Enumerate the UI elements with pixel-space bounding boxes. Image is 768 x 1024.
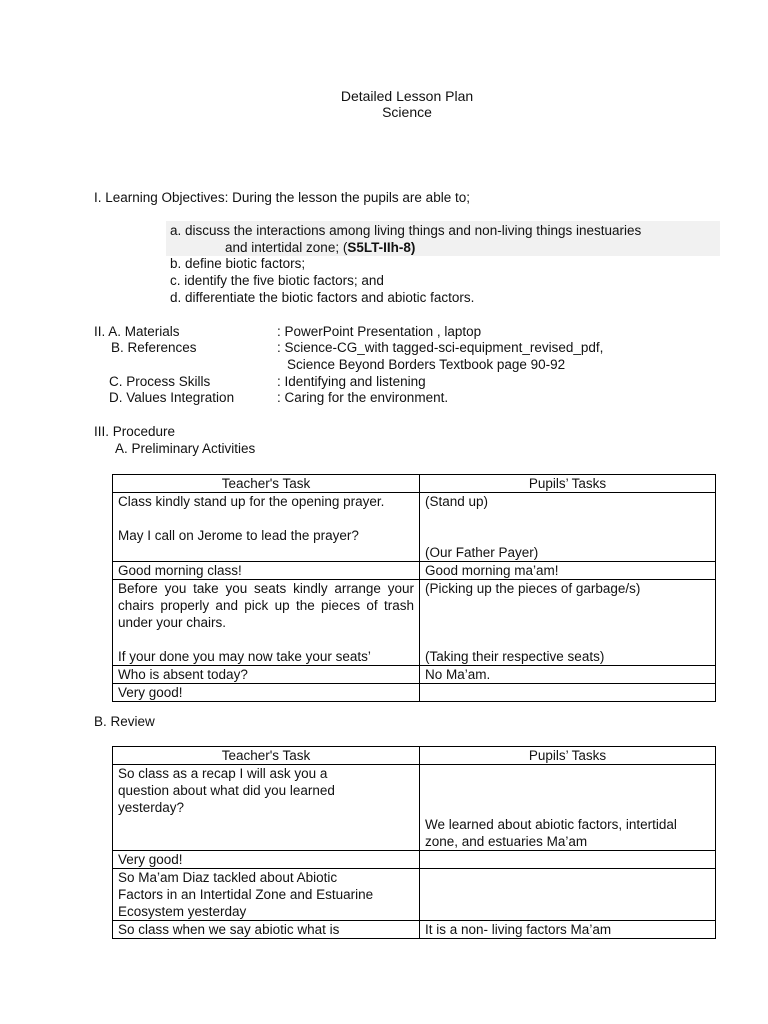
teacher-text: So class as a recap I will ask you a question about what did you learned yesterday? bbox=[118, 766, 335, 815]
pupil-cell bbox=[420, 869, 716, 921]
teacher-cell: Good morning class! bbox=[113, 562, 420, 580]
objective-b: b. define biotic factors; bbox=[170, 256, 306, 271]
pupil-text: (Stand up) bbox=[425, 494, 489, 509]
preliminary-activities-table bbox=[112, 474, 716, 702]
values-integration-value: : Caring for the environment. bbox=[277, 390, 449, 405]
teacher-text: Class kindly stand up for the opening prayer. bbox=[118, 494, 385, 509]
teacher-cell bbox=[113, 493, 420, 562]
objective-c: c. identify the five biotic factors; and bbox=[170, 273, 384, 288]
table-header-row bbox=[113, 475, 716, 493]
review-table bbox=[112, 746, 716, 939]
teacher-cell: Who is absent today? bbox=[113, 666, 420, 684]
pupil-cell bbox=[420, 851, 716, 869]
pupil-cell bbox=[420, 493, 716, 562]
teacher-cell: Very good! bbox=[113, 684, 420, 702]
table-row bbox=[113, 921, 716, 939]
pupils-tasks-header: Pupils’ Tasks bbox=[420, 475, 716, 493]
pupil-text: (Taking their respective seats) bbox=[425, 649, 605, 664]
values-integration-label: D. Values Integration bbox=[109, 390, 235, 405]
pupil-cell: It is a non- living factors Ma’am bbox=[420, 921, 716, 939]
teacher-cell bbox=[113, 765, 420, 851]
process-skills-value: : Identifying and listening bbox=[277, 374, 426, 389]
table-row bbox=[113, 765, 716, 851]
pupil-cell bbox=[420, 765, 716, 851]
table-row bbox=[113, 580, 716, 666]
materials-label: II. A. Materials bbox=[94, 324, 180, 339]
pupil-text: We learned about abiotic factors, intertidal zone, and estuaries Ma’am bbox=[425, 817, 677, 849]
teacher-cell bbox=[113, 580, 420, 666]
pupil-text: (Our Father Payer) bbox=[425, 545, 539, 560]
teacher-cell: So class when we say abiotic what is bbox=[113, 921, 420, 939]
teacher-text: Before you take you seats kindly arrange your chairs properly and pick up the pieces of trash under your chairs. bbox=[118, 581, 414, 630]
pupil-cell: No Ma’am. bbox=[420, 666, 716, 684]
table-row bbox=[113, 684, 716, 702]
references-value-2: Science Beyond Borders Textbook page 90-92 bbox=[287, 357, 566, 372]
process-skills-label: C. Process Skills bbox=[109, 374, 211, 389]
document-subject: Science bbox=[382, 104, 432, 120]
pupil-cell bbox=[420, 580, 716, 666]
procedure-heading: III. Procedure bbox=[94, 424, 176, 439]
objective-a-line1: a. discuss the interactions among living things and non-living things inestuaries bbox=[170, 223, 642, 238]
teacher-cell bbox=[113, 869, 420, 921]
table-row bbox=[113, 851, 716, 869]
table-row bbox=[113, 493, 716, 562]
table-header-row bbox=[113, 747, 716, 765]
references-label: B. References bbox=[111, 340, 197, 355]
objective-d: d. differentiate the biotic factors and abiotic factors. bbox=[170, 290, 475, 305]
review-heading: B. Review bbox=[94, 714, 155, 729]
teacher-text: If your done you may now take your seats’ bbox=[118, 649, 371, 664]
objectives-heading: I. Learning Objectives: During the lesson the pupils are able to; bbox=[94, 190, 470, 205]
references-value-1: : Science-CG_with tagged-sci-equipment_revised_pdf, bbox=[277, 340, 604, 355]
materials-value: : PowerPoint Presentation , laptop bbox=[277, 324, 482, 339]
pupil-cell bbox=[420, 684, 716, 702]
preliminary-activities-heading: A. Preliminary Activities bbox=[115, 441, 256, 456]
table-row bbox=[113, 666, 716, 684]
objective-a-line2 bbox=[225, 239, 415, 256]
teacher-task-header: Teacher's Task bbox=[113, 747, 420, 765]
teacher-cell: Very good! bbox=[113, 851, 420, 869]
teacher-task-header: Teacher's Task bbox=[113, 475, 420, 493]
pupil-cell: Good morning ma’am! bbox=[420, 562, 716, 580]
table-row bbox=[113, 869, 716, 921]
pupils-tasks-header: Pupils’ Tasks bbox=[420, 747, 716, 765]
table-row bbox=[113, 562, 716, 580]
teacher-text: May I call on Jerome to lead the prayer? bbox=[118, 528, 359, 543]
teacher-text: So Ma’am Diaz tackled about Abiotic Factors in an Intertidal Zone and Estuarine Ecosystem yesterday bbox=[118, 870, 374, 919]
objective-a-line2-text: and intertidal zone; ( bbox=[225, 240, 348, 255]
document-title: Detailed Lesson Plan bbox=[340, 88, 474, 104]
pupil-text: (Picking up the pieces of garbage/s) bbox=[425, 581, 641, 596]
objective-code: S5LT-IIh-8) bbox=[347, 240, 416, 255]
